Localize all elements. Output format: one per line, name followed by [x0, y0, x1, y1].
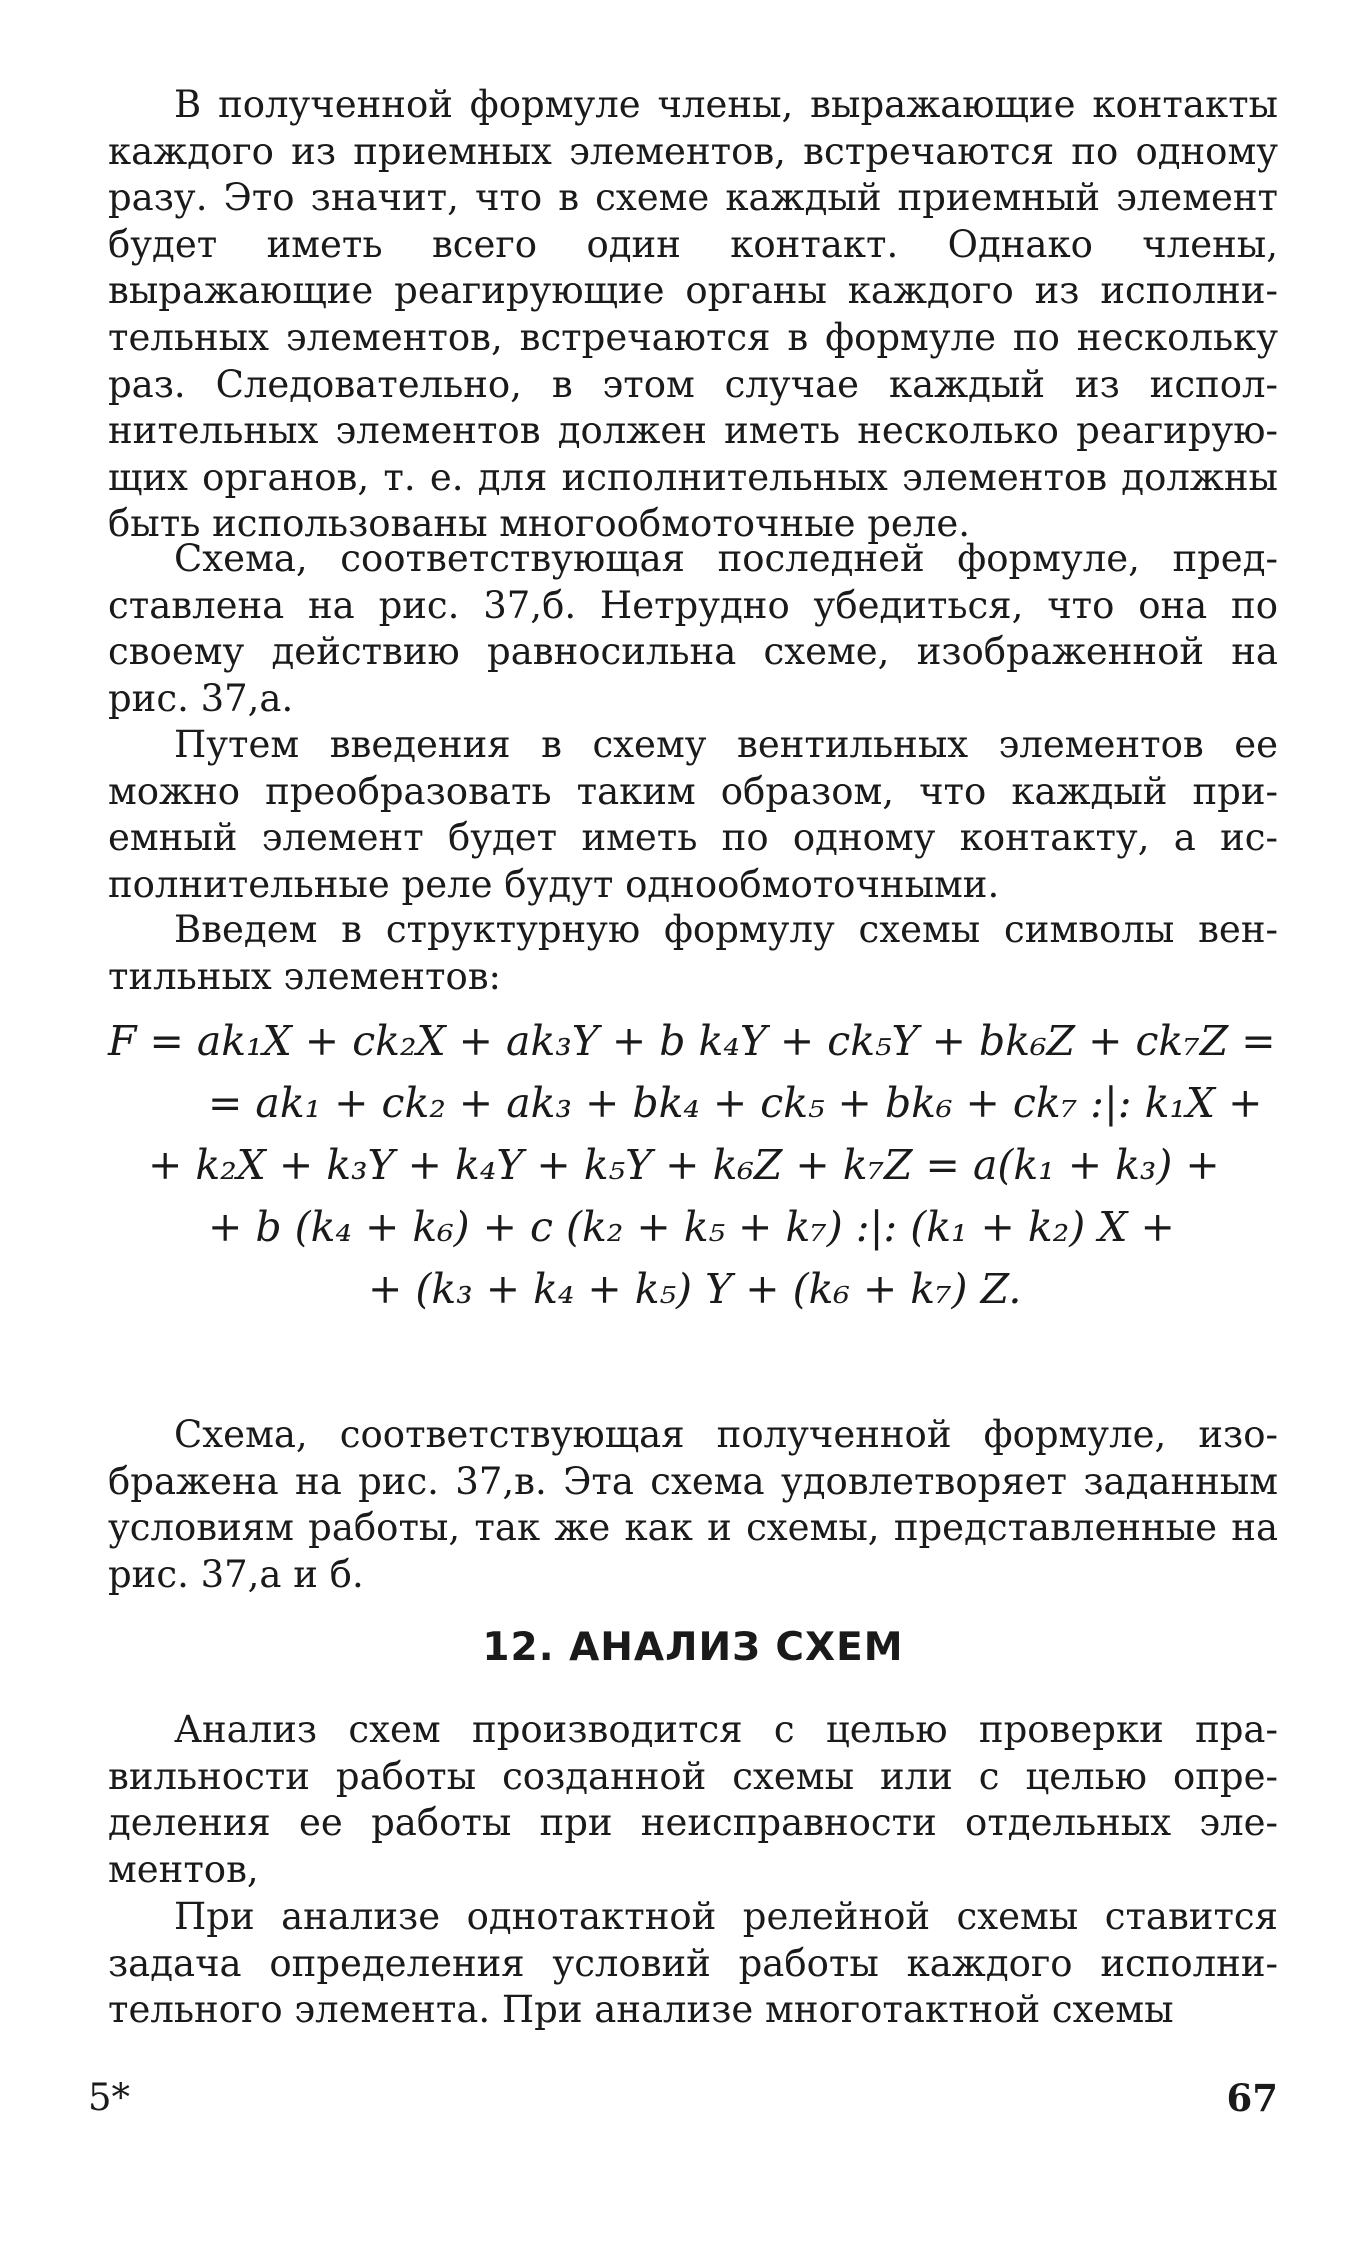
- paragraph-6-text: Анализ схем производится с целью проверки правильности работы созданной схемы или с целью определения ее работы при неисправности отдельных элементов,: [108, 1708, 1278, 1891]
- paragraph-7-text: При анализе однотактной релейной схемы ставится задача определения условий работы каждого исполнительного элемента. При анализе многотактной схемы: [108, 1895, 1278, 2032]
- page-number: 67: [1226, 2076, 1278, 2120]
- section-heading: 12. АНАЛИЗ СХЕМ: [482, 1625, 904, 1670]
- paragraph-5-text: Схема, соответствующая полученной формуле, изображена на рис. 37,в. Эта схема удовлетворяет заданным условиям работы, так же как и схемы, представленные на рис. 37,а и б.: [108, 1413, 1278, 1596]
- paragraph-4: [108, 907, 1278, 1000]
- formula-line-4: + b (k₄ + k₆) + c (k₂ + k₅ + k₇) :|: (k₁ + k₂) X +: [208, 1203, 1175, 1251]
- paragraph-2-text: Схема, соответствующая последней формуле, представлена на рис. 37,б. Нетрудно убедиться, что она по своему действию равносильна схеме, изображенной на рис. 37,а.: [108, 537, 1278, 720]
- paragraph-1: [108, 82, 1278, 548]
- paragraph-3: [108, 722, 1278, 908]
- structural-formula: [108, 1010, 1278, 1320]
- formula-line-3: + k₂X + k₃Y + k₄Y + k₅Y + k₆Z + k₇Z = a(k₁ + k₃) +: [148, 1141, 1220, 1189]
- formula-line-2: = ak₁ + ck₂ + ak₃ + bk₄ + ck₅ + bk₆ + ck₇ :|: k₁X +: [208, 1079, 1263, 1127]
- formula-line-1: F = ak₁X + ck₂X + ak₃Y + b k₄Y + ck₅Y + bk₆Z + ck₇Z =: [108, 1017, 1276, 1065]
- paragraph-6: [108, 1707, 1278, 1893]
- paragraph-7: [108, 1894, 1278, 2034]
- paragraph-5: [108, 1412, 1278, 1598]
- paragraph-2: [108, 536, 1278, 722]
- formula-line-5: + (k₃ + k₄ + k₅) Y + (k₆ + k₇) Z.: [368, 1265, 1022, 1313]
- paragraph-4-text: Введем в структурную формулу схемы символы вентильных элементов:: [108, 908, 1278, 998]
- paragraph-3-text: Путем введения в схему вентильных элементов ее можно преобразовать таким образом, что каждый приемный элемент будет иметь по одному контакту, а исполнительные реле будут однообмоточными.: [108, 723, 1278, 906]
- signature-mark: 5*: [88, 2076, 131, 2119]
- paragraph-1-text: В полученной формуле члены, выражающие контакты каждого из приемных элементов, встречаются по одному разу. Это значит, что в схеме каждый приемный элемент будет иметь всего один контакт. Однако члены, выражающие реагирующие органы каждого из исполнительных элементов, встречаются в формуле по нескольку раз. Следовательно, в этом случае каждый из исполнительных элементов должен иметь несколько реагирующих органов, т. е. для исполнительных элементов должны быть использованы многообмоточные реле.: [108, 83, 1278, 546]
